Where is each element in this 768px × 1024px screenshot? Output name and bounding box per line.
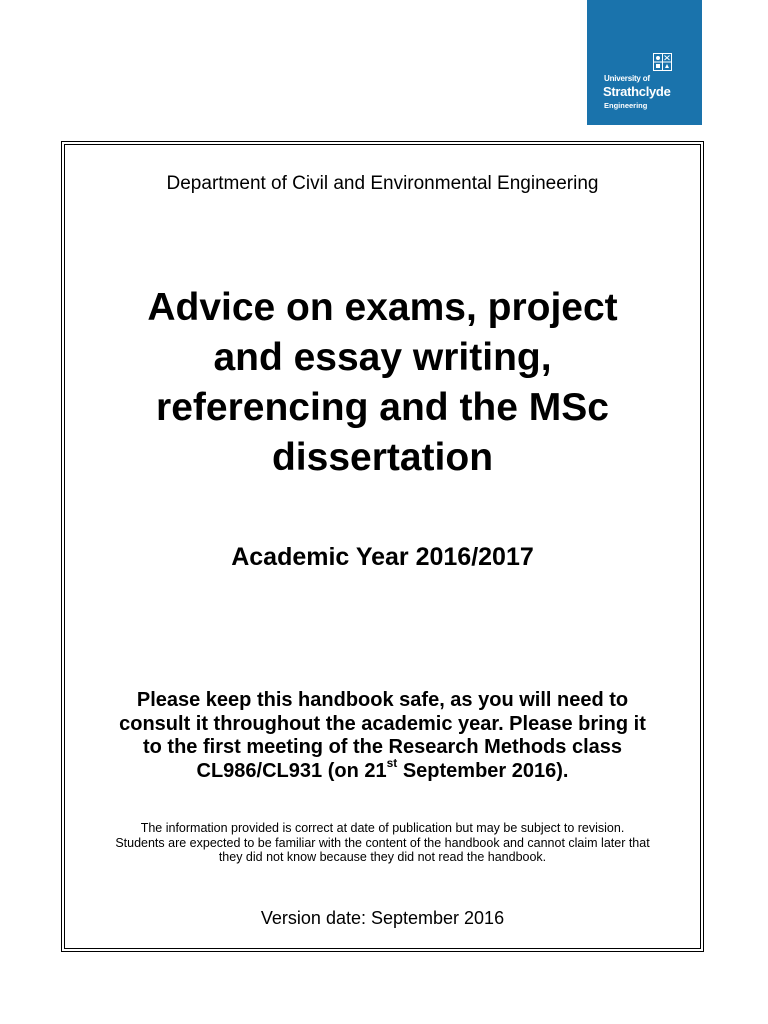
logo-strathclyde-text: Strathclyde — [603, 84, 671, 99]
notice-line — [73, 755, 692, 784]
cover-frame — [61, 141, 704, 952]
department-heading: Department of Civil and Environmental Engineering — [166, 173, 599, 194]
disclaimer-line: they did not know because they did not read the handbook. — [218, 850, 547, 864]
notice-line: consult it throughout the academic year. Please bring it — [119, 712, 646, 735]
notice-line: to the first meeting of the Research Methods class — [143, 736, 622, 758]
logo-engineering-text: Engineering — [604, 101, 648, 110]
notice-line4-start: CL986/CL931 (on 21 — [196, 759, 387, 782]
ordinal-suffix: st — [386, 755, 398, 770]
logo-university-text: University of — [604, 74, 650, 83]
notice-line: Please keep this handbook safe, as you will need to — [136, 689, 629, 711]
title-line: Advice on exams, project — [147, 286, 618, 329]
university-logo — [587, 0, 702, 125]
academic-year: Academic Year 2016/2017 — [231, 543, 534, 571]
disclaimer — [65, 821, 700, 865]
cover-frame-inner — [64, 144, 701, 949]
notice-line4-end: September 2016). — [397, 759, 569, 782]
document-title — [65, 283, 700, 483]
version-date: Version date: September 2016 — [260, 908, 505, 928]
disclaimer-line: The information provided is correct at date of publication but may be subject to revision. — [140, 821, 625, 835]
disclaimer-line: Students are expected to be familiar with the content of the handbook and cannot claim later that — [115, 835, 650, 850]
title-line: referencing and the MSc — [156, 386, 609, 429]
handbook-notice — [65, 689, 700, 783]
title-line: dissertation — [271, 436, 494, 479]
title-line: and essay writing, — [213, 336, 552, 379]
crest-icon — [653, 53, 672, 71]
